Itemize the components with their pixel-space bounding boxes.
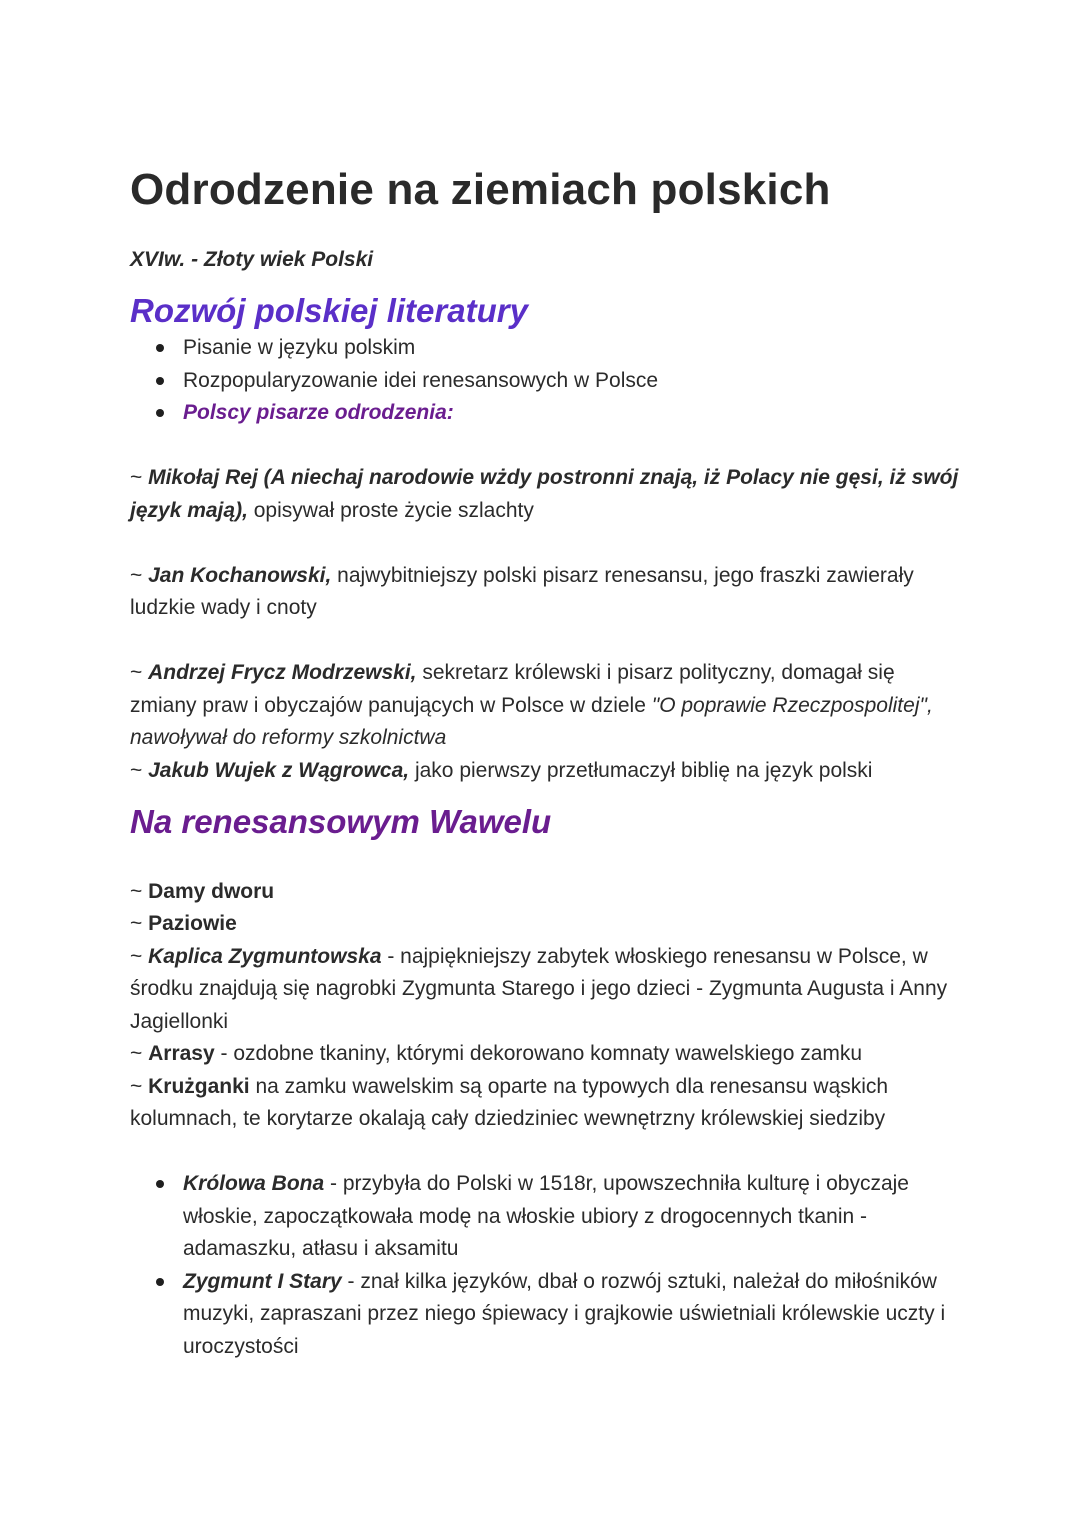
- person-description: - przybyła do Polski w 1518r, upowszechniła kulturę i obyczaje włoskie, zapoczątkowała modę na włoskie ubiory z drogocennych tkanin - adamaszku, atłasu i aksamitu: [183, 1172, 909, 1260]
- writer-description: najwybitniejszy polski pisarz renesansu, jego fraszki zawierały ludzkie wady i cnoty: [130, 563, 914, 619]
- writer-description: opisywał proste życie szlachty: [247, 498, 534, 522]
- writer-name: Mikołaj Rej (A niechaj narodowie wżdy postronni znają, iż Polacy nie gęsi, iż swój język mają),: [130, 466, 959, 522]
- wawel-entry-name: Paziowie: [148, 912, 237, 935]
- writer-entry-modrzewski: [130, 657, 960, 755]
- writer-description: jako pierwszy przetłumaczył biblię na język polski: [409, 758, 873, 782]
- tilde-marker: ~: [130, 466, 149, 489]
- tilde-marker: ~: [130, 944, 149, 968]
- wawel-entry-text: - ozdobne tkaniny, którymi dekorowano komnaty wawelskiego zamku: [214, 1042, 863, 1065]
- tilde-marker: ~: [130, 563, 149, 587]
- tilde-marker: ~: [130, 1074, 149, 1098]
- tilde-marker: ~: [130, 661, 149, 684]
- wawel-entry-name: Kaplica Zygmuntowska: [148, 944, 382, 968]
- wawel-entry-name: Krużganki: [148, 1074, 250, 1098]
- wawel-entry: [130, 908, 960, 941]
- section-heading-wawel: Na renesansowym Wawelu: [130, 803, 552, 840]
- tilde-marker: ~: [130, 1042, 149, 1065]
- person-name: Królowa Bona: [183, 1172, 325, 1195]
- page-title: Odrodzenie na ziemiach polskich: [130, 165, 831, 214]
- list-item: [183, 1266, 960, 1364]
- list-item: Rozpopularyzowanie idei renesansowych w Polsce: [183, 365, 960, 398]
- literature-bullet-list: [130, 332, 960, 430]
- wawel-entry-text: na zamku wawelskim są oparte na typowych dla renesansu wąskich kolumnach, te korytarze okalają cały dziedziniec wewnętrzny królewskiej siedziby: [130, 1074, 889, 1130]
- list-item: [183, 1168, 960, 1266]
- document-content: [130, 160, 960, 1363]
- wawel-entry-name: Arrasy: [148, 1042, 215, 1065]
- wawel-entry-text: - najpiękniejszy zabytek włoskiego renesansu w Polsce, w środku znajdują się nagrobki Zygmunta Starego i jego dzieci - Zygmunta Augusta i Anny Jagiellonki: [130, 944, 948, 1033]
- wawel-bullet-list: [130, 1168, 960, 1363]
- writer-description: sekretarz królewski i pisarz polityczny, domagał się zmiany praw i obyczajów panujących w Polsce w dziele: [130, 661, 895, 717]
- subtitle: XVIw. - Złoty wiek Polski: [130, 248, 374, 271]
- wawel-entry: [130, 1071, 960, 1136]
- writer-name: Jakub Wujek z Wągrowca,: [148, 758, 410, 782]
- tilde-marker: ~: [130, 879, 149, 903]
- wawel-entry-name: Damy dworu: [148, 879, 275, 903]
- list-item: Polscy pisarze odrodzenia:: [183, 397, 960, 430]
- writer-work-title: "O poprawie Rzeczpospolitej", nawoływał do reformy szkolnictwa: [130, 693, 933, 749]
- writer-entry-wujek: [130, 755, 960, 788]
- wawel-entry: [130, 876, 960, 909]
- tilde-marker: ~: [130, 758, 149, 782]
- person-description: - znał kilka języków, dbał o rozwój sztuki, należał do miłośników muzyki, zapraszani przez niego śpiewacy i grajkowie uświetniali królewskie uczty i uroczystości: [183, 1269, 946, 1358]
- writer-entry-kochanowski: [130, 560, 960, 625]
- writer-entry-rej: [130, 462, 960, 527]
- person-name: Zygmunt I Stary: [183, 1269, 342, 1293]
- tilde-marker: ~: [130, 912, 149, 935]
- writer-name: Andrzej Frycz Modrzewski,: [148, 661, 417, 684]
- writer-name: Jan Kochanowski,: [148, 563, 332, 587]
- list-item: Pisanie w języku polskim: [183, 332, 960, 365]
- wawel-entry: [130, 1038, 960, 1071]
- section-heading-literature: Rozwój polskiej literatury: [130, 292, 528, 329]
- wawel-entry: [130, 941, 960, 1039]
